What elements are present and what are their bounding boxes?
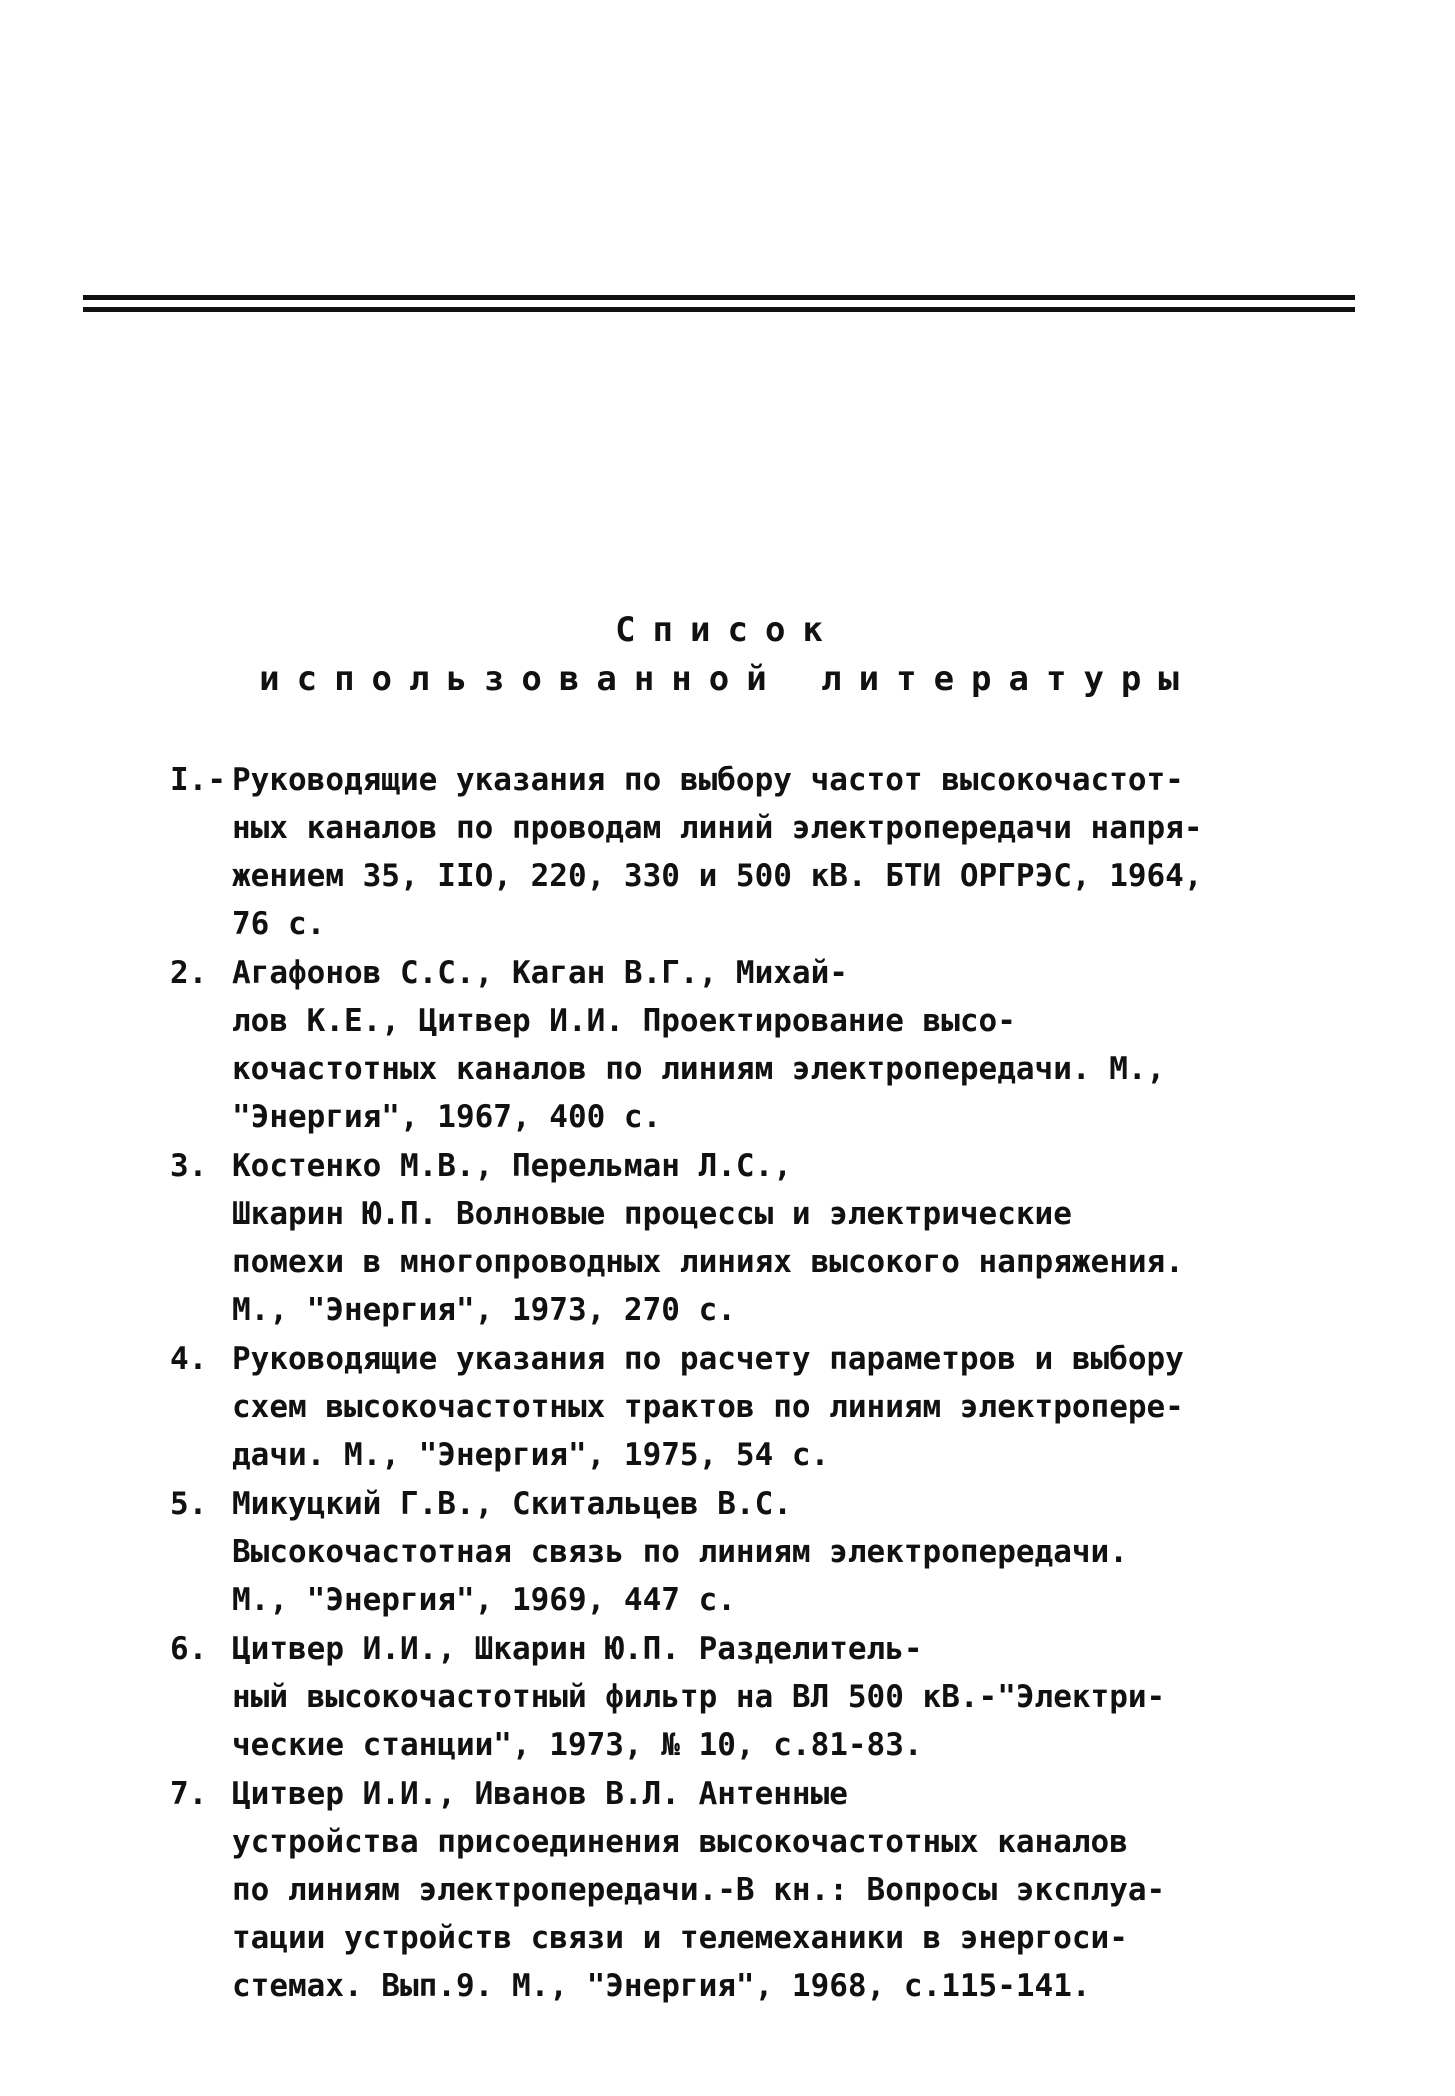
heading-line-1: Список <box>615 610 840 650</box>
reference-line: ных каналов по проводам линий электропередачи напря- <box>232 810 1203 846</box>
reference-item <box>170 1142 1280 1334</box>
reference-line: Руководящие указания по расчету параметров и выбору <box>232 1341 1184 1377</box>
reference-line: по линиям электропередачи.-В кн.: Вопросы эксплуа- <box>232 1872 1166 1908</box>
reference-line: ный высокочастотный фильтр на ВЛ 500 кВ.-"Электри- <box>232 1679 1166 1715</box>
reference-line: жением 35, IIO, 220, 330 и 500 кВ. БТИ ОРГРЭС, 1964, <box>232 858 1203 894</box>
reference-text <box>232 1625 1280 1769</box>
reference-line: схем высокочастотных трактов по линиям электропере- <box>232 1389 1184 1425</box>
reference-number: 6. <box>170 1631 208 1667</box>
reference-number: I.- <box>170 762 226 798</box>
reference-line: 76 с. <box>232 906 326 942</box>
reference-line: М., "Энергия", 1969, 447 с. <box>232 1582 736 1618</box>
reference-line: "Энергия", 1967, 400 с. <box>232 1099 662 1135</box>
reference-line: Костенко М.В., Перельман Л.С., <box>232 1148 792 1184</box>
reference-number: 4. <box>170 1341 208 1377</box>
reference-line: Руководящие указания по выбору частот высокочастот- <box>232 762 1184 798</box>
reference-line: М., "Энергия", 1973, 270 с. <box>232 1292 736 1328</box>
reference-text <box>232 1770 1280 2010</box>
reference-line: Цитвер И.И., Шкарин Ю.П. Разделитель- <box>232 1631 923 1667</box>
reference-line: тации устройств связи и телемеханики в энергоси- <box>232 1920 1128 1956</box>
reference-line: дачи. М., "Энергия", 1975, 54 с. <box>232 1437 830 1473</box>
reference-list <box>170 756 1280 2011</box>
reference-text <box>232 949 1280 1141</box>
reference-number: 7. <box>170 1776 208 1812</box>
reference-line: Высокочастотная связь по линиям электропередачи. <box>232 1534 1128 1570</box>
reference-item <box>170 1335 1280 1479</box>
reference-number: 5. <box>170 1486 208 1522</box>
reference-line: Цитвер И.И., Иванов В.Л. Антенные <box>232 1776 848 1812</box>
reference-line: стемах. Вып.9. М., "Энергия", 1968, с.115-141. <box>232 1968 1091 2004</box>
reference-line: Микуцкий Г.В., Скитальцев В.С. <box>232 1486 792 1522</box>
reference-number: 2. <box>170 955 208 991</box>
reference-line: помехи в многопроводных линиях высокого напряжения. <box>232 1244 1184 1280</box>
reference-item <box>170 756 1280 948</box>
top-double-rule-lower <box>83 307 1355 312</box>
reference-text <box>232 1480 1280 1624</box>
heading-line-2: использованной литературы <box>259 659 1196 699</box>
reference-line: Шкарин Ю.П. Волновые процессы и электрические <box>232 1196 1072 1232</box>
top-double-rule-upper <box>83 295 1355 300</box>
reference-item <box>170 1625 1280 1769</box>
reference-line: Агафонов С.С., Каган В.Г., Михай- <box>232 955 848 991</box>
reference-item <box>170 949 1280 1141</box>
reference-line: ческие станции", 1973, № 10, с.81-83. <box>232 1727 923 1763</box>
reference-line: устройства присоединения высокочастотных каналов <box>232 1824 1128 1860</box>
reference-number: 3. <box>170 1148 208 1184</box>
reference-text <box>232 1335 1280 1479</box>
reference-line: лов К.Е., Цитвер И.И. Проектирование высо- <box>232 1003 1016 1039</box>
reference-text <box>232 756 1280 948</box>
reference-item <box>170 1480 1280 1624</box>
reference-line: кочастотных каналов по линиям электропередачи. М., <box>232 1051 1166 1087</box>
reference-text <box>232 1142 1280 1334</box>
reference-item <box>170 1770 1280 2010</box>
